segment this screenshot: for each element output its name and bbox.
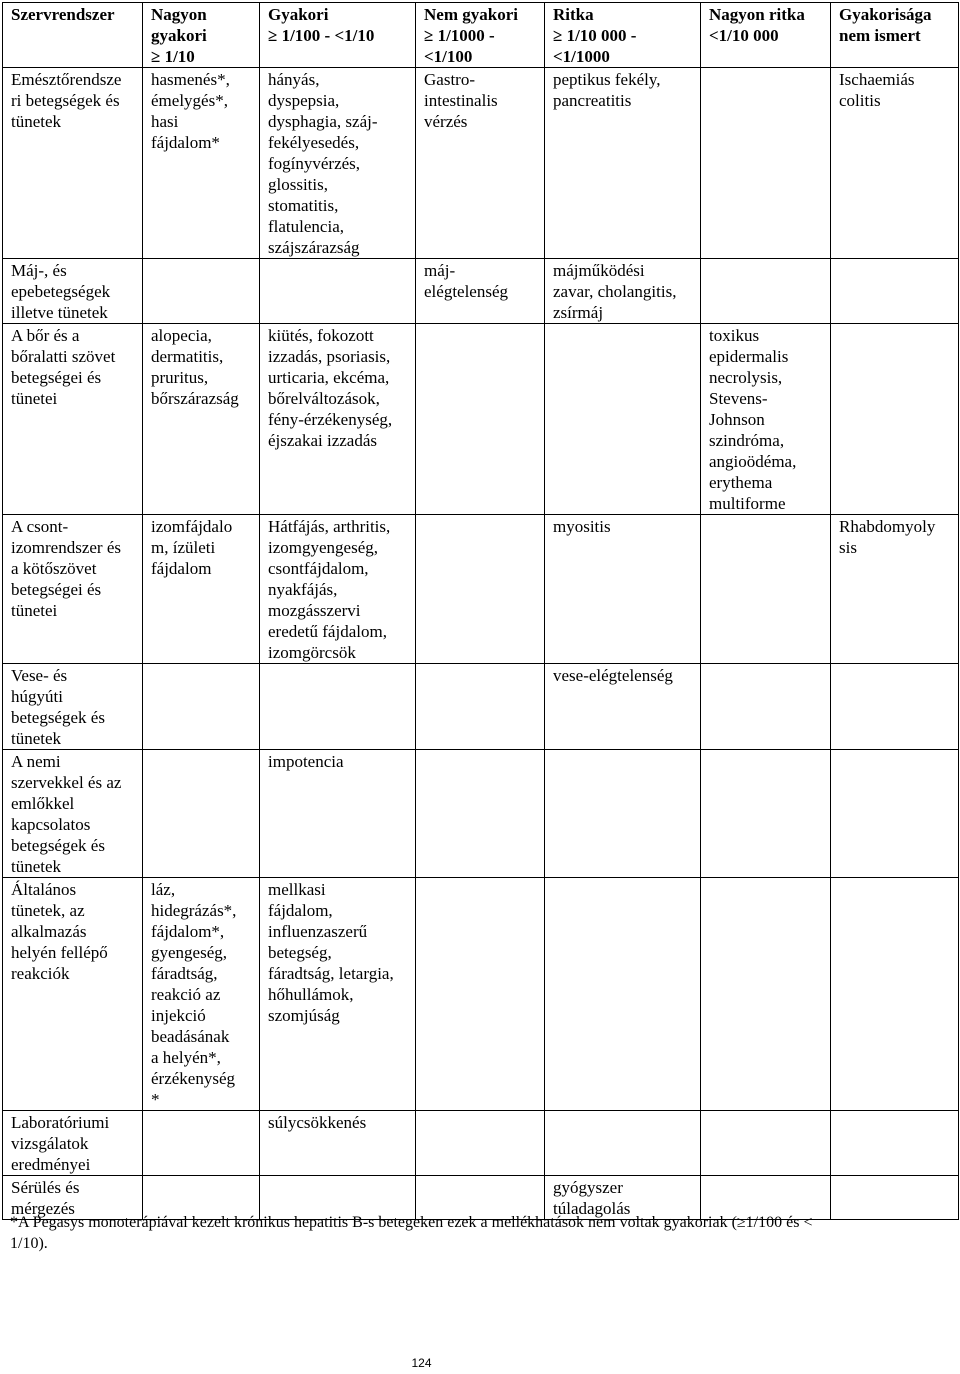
common-cell: hányás, dyspepsia, dysphagia, száj- fekélyesedés, fogínyvérzés, glossitis, stomatitis, flatulencia, szájszárazság [260,68,416,259]
unknown-cell [831,324,959,515]
organ-cell: A bőr és a bőralatti szövet betegségei és tünetei [3,324,143,515]
very-rare-cell [701,259,831,324]
unknown-cell [831,259,959,324]
rare-cell: májműködési zavar, cholangitis, zsírmáj [545,259,701,324]
very-common-cell: láz, hidegrázás*, fájdalom*, gyengeség, fáradtság, reakció az injekció beadásának a helyén*, érzékenység * [143,878,260,1111]
uncommon-cell [416,750,545,878]
header-very-common: Nagyon gyakori ≥ 1/10 [143,3,260,68]
very-common-cell [143,750,260,878]
very-common-cell [143,259,260,324]
very-common-cell [143,1111,260,1176]
rare-cell: myositis [545,515,701,664]
organ-cell: A csont- izomrendszer és a kötőszövet betegségei és tünetei [3,515,143,664]
rare-cell [545,324,701,515]
rare-cell [545,750,701,878]
header-row [3,3,959,68]
unknown-cell [831,1111,959,1176]
table-row [3,324,959,515]
table-row [3,68,959,259]
uncommon-cell: Gastro- intestinalis vérzés [416,68,545,259]
header-common: Gyakori ≥ 1/100 - <1/10 [260,3,416,68]
common-cell: kiütés, fokozott izzadás, psoriasis, urticaria, ekcéma, bőrelváltozások, fény-érzékenység, éjszakai izzadás [260,324,416,515]
very-rare-cell [701,1111,831,1176]
uncommon-cell [416,324,545,515]
unknown-cell [831,878,959,1111]
uncommon-cell: máj- elégtelenség [416,259,545,324]
very-rare-cell [701,750,831,878]
organ-cell: Emésztőrendsze ri betegségek és tünetek [3,68,143,259]
organ-cell: Vese- és húgyúti betegségek és tünetek [3,664,143,750]
header-rare: Ritka ≥ 1/10 000 - <1/1000 [545,3,701,68]
header-unknown: Gyakorisága nem ismert [831,3,959,68]
unknown-cell: Ischaemiás colitis [831,68,959,259]
rare-cell: vese-elégtelenség [545,664,701,750]
common-cell [260,664,416,750]
uncommon-cell [416,1111,545,1176]
rare-cell: gyógyszer túladagolás [545,1176,701,1220]
header-very-rare: Nagyon ritka <1/10 000 [701,3,831,68]
common-cell: Hátfájás, arthritis, izomgyengeség, csontfájdalom, nyakfájás, mozgásszervi eredetű fájdalom, izomgörcsök [260,515,416,664]
very-rare-cell [701,664,831,750]
very-common-cell: alopecia, dermatitis, pruritus, bőrszárazság [143,324,260,515]
rare-cell: peptikus fekély, pancreatitis [545,68,701,259]
organ-cell: Általános tünetek, az alkalmazás helyén fellépő reakciók [3,878,143,1111]
footnote: *A Pegasys monoterápiával kezelt krónikus hepatitis B-s betegeken ezek a mellékhatások nem voltak gyakoriak (≥1/100 és < 1/10). [10,1214,813,1252]
table-row [3,515,959,664]
header-uncommon: Nem gyakori ≥ 1/1000 - <1/100 [416,3,545,68]
common-cell [260,259,416,324]
rare-cell [545,878,701,1111]
organ-cell: Máj-, és epebetegségek illetve tünetek [3,259,143,324]
organ-cell: A nemi szervekkel és az emlőkkel kapcsolatos betegségek és tünetek [3,750,143,878]
common-cell: mellkasi fájdalom, influenzaszerű betegség, fáradtság, letargia, hőhullámok, szomjúság [260,878,416,1111]
organ-cell: Sérülés és mérgezés [3,1176,143,1220]
unknown-cell [831,750,959,878]
unknown-cell [831,664,959,750]
uncommon-cell [416,515,545,664]
very-common-cell: izomfájdalo m, ízületi fájdalom [143,515,260,664]
very-rare-cell [701,68,831,259]
common-cell: súlycsökkenés [260,1111,416,1176]
organ-cell: Laboratóriumi vizsgálatok eredményei [3,1111,143,1176]
table-row [3,664,959,750]
header-organ-system: Szervrendszer [3,3,143,68]
very-rare-cell [701,878,831,1111]
table-row [3,878,959,1111]
unknown-cell: Rhabdomyoly sis [831,515,959,664]
rare-cell [545,1111,701,1176]
very-common-cell: hasmenés*, émelygés*, hasi fájdalom* [143,68,260,259]
uncommon-cell [416,664,545,750]
uncommon-cell [416,878,545,1111]
table-row [3,750,959,878]
common-cell: impotencia [260,750,416,878]
table-row [3,259,959,324]
table-row [3,1111,959,1176]
very-common-cell [143,664,260,750]
very-rare-cell: toxikus epidermalis necrolysis, Stevens- Johnson szindróma, angioödéma, erythema multiforme [701,324,831,515]
very-rare-cell [701,515,831,664]
page-number: 124 [411,1356,432,1370]
adverse-reactions-table [2,2,959,1220]
